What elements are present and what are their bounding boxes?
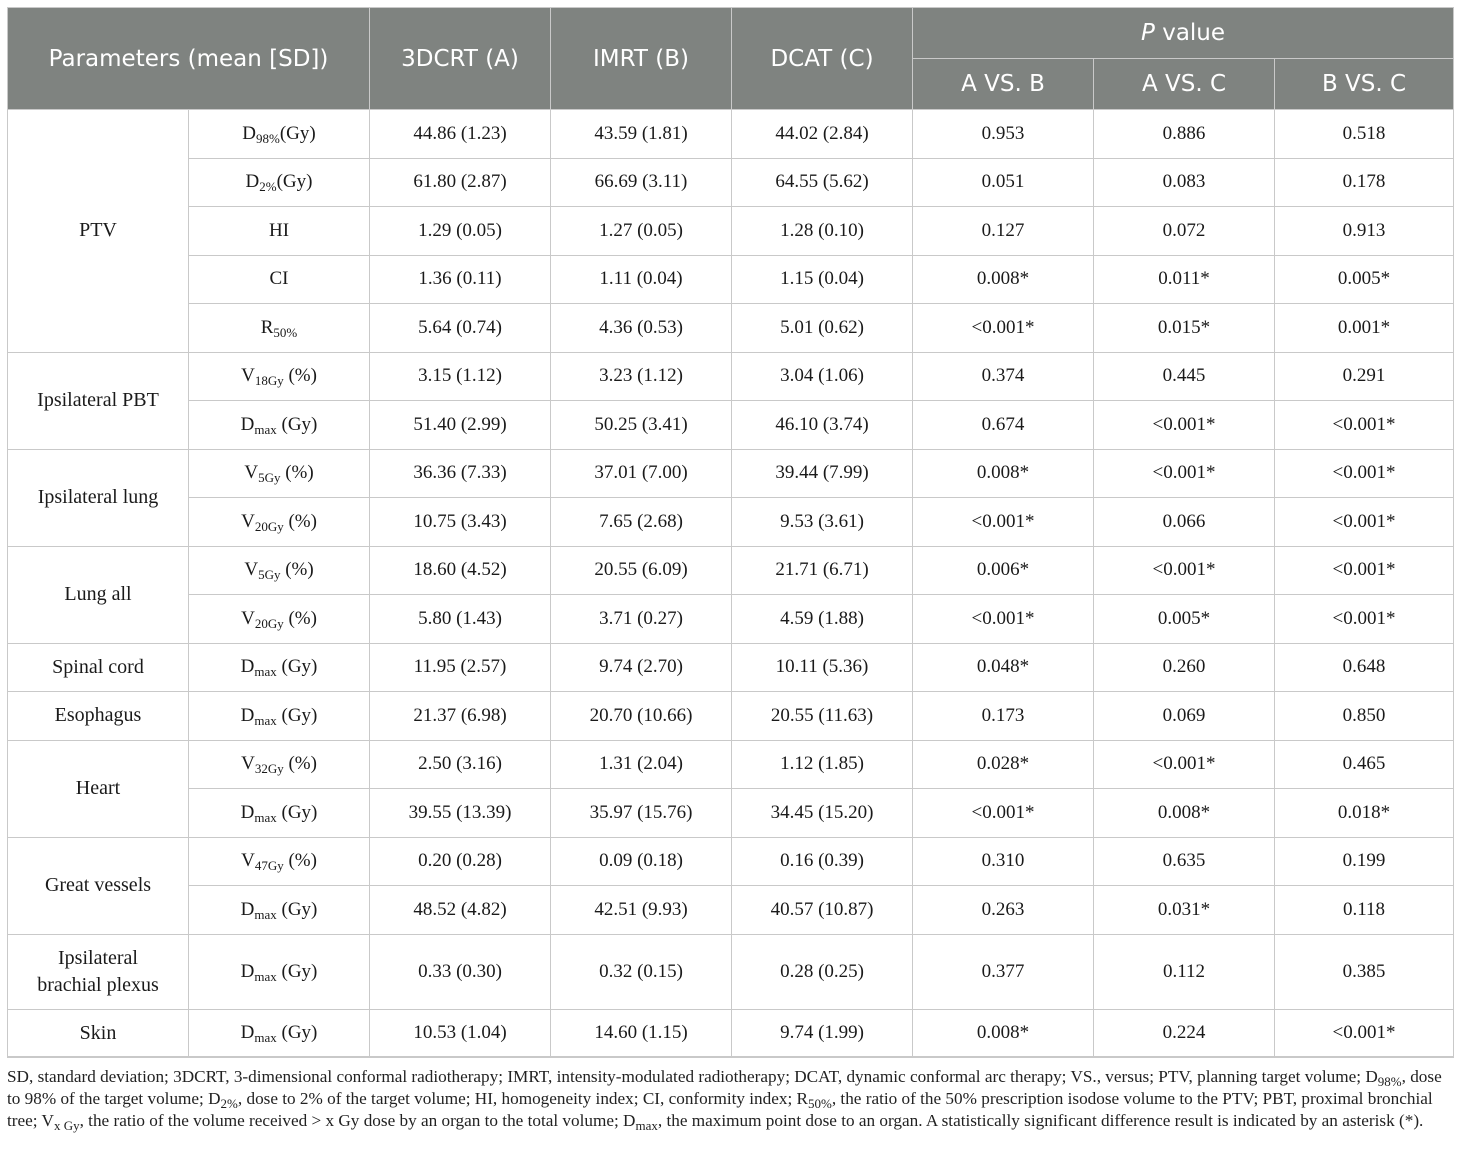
parameter-cell [189,934,370,1009]
organ-group-label: Ipsilateral lung [8,449,189,546]
parameter-unit: (Gy) [276,171,313,193]
p-a-vs-b: 0.173 [913,692,1094,741]
parameter-symbol: V [241,510,255,532]
header-p-italic: P [1141,20,1155,46]
table-body [8,110,1454,1058]
value-imrt: 20.70 (10.66) [551,692,732,741]
value-imrt: 50.25 (3.41) [551,401,732,450]
value-3dcrt: 0.33 (0.30) [370,934,551,1009]
p-a-vs-c: 0.066 [1094,498,1275,547]
value-dcat: 9.74 (1.99) [732,1009,913,1058]
parameter-symbol: D [240,704,255,726]
value-3dcrt: 18.60 (4.52) [370,546,551,595]
parameter-unit: (Gy) [276,413,318,435]
parameter-subscript: 5Gy [258,470,281,486]
value-3dcrt: 1.36 (0.11) [370,255,551,304]
p-a-vs-b: 0.377 [913,934,1094,1009]
value-imrt: 37.01 (7.00) [551,449,732,498]
value-3dcrt: 3.15 (1.12) [370,352,551,401]
parameter-subscript: max [254,809,277,825]
parameter-symbol: V [244,559,259,581]
parameter-unit: (%) [283,365,317,387]
p-a-vs-b: 0.051 [913,158,1094,207]
organ-group-label-line: brachial plexus [37,973,159,996]
organ-group-label: Spinal cord [8,643,189,692]
parameter-cell [189,304,370,353]
footnote-text: , dose to 2% of the target volume; HI, homogeneity index; CI, conformity index; R [237,1089,808,1109]
p-a-vs-c: 0.008* [1094,789,1275,838]
value-imrt: 9.74 (2.70) [551,643,732,692]
value-3dcrt: 51.40 (2.99) [370,401,551,450]
footnote-subscript: 2% [220,1096,238,1112]
p-b-vs-c: 0.913 [1275,207,1454,256]
value-dcat: 46.10 (3.74) [732,401,913,450]
p-a-vs-c: 0.015* [1094,304,1275,353]
p-a-vs-b: <0.001* [913,304,1094,353]
p-a-vs-b: 0.048* [913,643,1094,692]
footnote-subscript: max [635,1118,658,1134]
value-dcat: 34.45 (15.20) [732,789,913,838]
parameter-symbol: V [241,365,255,387]
parameter-subscript: 5Gy [258,567,281,583]
parameter-symbol: D [242,122,256,144]
value-imrt: 0.09 (0.18) [551,837,732,886]
parameter-symbol: HI [268,219,290,241]
p-a-vs-c: <0.001* [1094,740,1275,789]
parameter-cell [189,352,370,401]
table-row [8,255,1454,304]
p-b-vs-c: 0.018* [1275,789,1454,838]
value-3dcrt: 21.37 (6.98) [370,692,551,741]
p-a-vs-b: 0.008* [913,1009,1094,1058]
parameter-cell [189,886,370,935]
parameter-subscript: 98% [256,130,280,146]
organ-group-label: PTV [8,110,189,353]
table-row [8,304,1454,353]
parameter-unit: (Gy) [276,704,318,726]
parameter-symbol: V [241,753,255,775]
parameter-cell [189,595,370,644]
parameter-subscript: max [254,968,277,984]
parameter-unit: (Gy) [276,1022,318,1044]
parameter-subscript: 18Gy [254,373,284,389]
value-dcat: 5.01 (0.62) [732,304,913,353]
value-3dcrt: 48.52 (4.82) [370,886,551,935]
table-row [8,110,1454,159]
parameter-unit: (Gy) [276,801,318,823]
parameter-subscript: max [254,712,277,728]
value-dcat: 1.15 (0.04) [732,255,913,304]
p-b-vs-c: 0.385 [1275,934,1454,1009]
parameter-cell [189,789,370,838]
table-row [8,740,1454,789]
p-a-vs-c: 0.445 [1094,352,1275,401]
value-imrt: 3.71 (0.27) [551,595,732,644]
table-row [8,207,1454,256]
value-imrt: 0.32 (0.15) [551,934,732,1009]
header-imrt: IMRT (B) [551,8,732,110]
p-b-vs-c: <0.001* [1275,595,1454,644]
value-imrt: 1.31 (2.04) [551,740,732,789]
value-imrt: 42.51 (9.93) [551,886,732,935]
parameter-symbol: V [244,462,259,484]
p-a-vs-b: 0.953 [913,110,1094,159]
p-a-vs-c: 0.886 [1094,110,1275,159]
p-a-vs-c: 0.011* [1094,255,1275,304]
value-imrt: 35.97 (15.76) [551,789,732,838]
parameter-symbol: CI [269,268,289,290]
parameter-cell [189,401,370,450]
parameter-unit: (%) [283,753,317,775]
p-b-vs-c: 0.178 [1275,158,1454,207]
value-dcat: 64.55 (5.62) [732,158,913,207]
table-row [8,886,1454,935]
parameter-cell [189,498,370,547]
value-dcat: 1.12 (1.85) [732,740,913,789]
organ-group-label: Heart [8,740,189,837]
value-dcat: 20.55 (11.63) [732,692,913,741]
p-b-vs-c: <0.001* [1275,1009,1454,1058]
footnote-text: , the ratio of the volume received > x Gy dose by an organ to the total volume; D [79,1111,636,1131]
value-imrt: 14.60 (1.15) [551,1009,732,1058]
parameter-symbol: R [260,316,274,338]
footnote-text: , dose to 98% of the target volume; D [7,1067,1442,1109]
value-dcat: 1.28 (0.10) [732,207,913,256]
value-dcat: 9.53 (3.61) [732,498,913,547]
dosimetric-comparison-table [7,7,1454,1058]
value-dcat: 10.11 (5.36) [732,643,913,692]
table-row [8,692,1454,741]
value-imrt: 20.55 (6.09) [551,546,732,595]
header-dcat: DCAT (C) [732,8,913,110]
p-a-vs-b: <0.001* [913,498,1094,547]
p-a-vs-b: 0.674 [913,401,1094,450]
parameter-subscript: 47Gy [254,858,284,874]
value-imrt: 4.36 (0.53) [551,304,732,353]
parameter-symbol: D [240,801,255,823]
p-b-vs-c: 0.518 [1275,110,1454,159]
table-row [8,934,1454,1009]
parameter-unit: (%) [283,510,317,532]
p-a-vs-c: <0.001* [1094,401,1275,450]
parameter-unit: (Gy) [276,960,318,982]
parameter-unit: (Gy) [279,122,316,144]
table-row [8,546,1454,595]
value-dcat: 21.71 (6.71) [732,546,913,595]
table-row [8,449,1454,498]
p-a-vs-b: 0.006* [913,546,1094,595]
footnote-subscript: 50% [807,1096,832,1112]
p-b-vs-c: 0.005* [1275,255,1454,304]
parameter-cell [189,740,370,789]
p-a-vs-c: 0.260 [1094,643,1275,692]
parameter-cell [189,449,370,498]
parameter-cell [189,546,370,595]
footnote-text: SD, standard deviation; 3DCRT, 3-dimensional conformal radiotherapy; IMRT, intensity-modulated radiotherapy; DCAT, dynamic conformal arc therapy; VS., versus; PTV, planning target volume; D [7,1067,1378,1086]
p-a-vs-c: 0.083 [1094,158,1275,207]
table-row [8,158,1454,207]
parameter-symbol: V [241,607,255,629]
footnote-subscript: 98% [1377,1074,1402,1089]
value-3dcrt: 39.55 (13.39) [370,789,551,838]
parameter-cell [189,158,370,207]
p-a-vs-c: 0.635 [1094,837,1275,886]
value-imrt: 1.11 (0.04) [551,255,732,304]
parameter-cell [189,207,370,256]
p-b-vs-c: 0.118 [1275,886,1454,935]
p-a-vs-b: <0.001* [913,789,1094,838]
parameter-unit: (%) [280,559,314,581]
value-3dcrt: 5.80 (1.43) [370,595,551,644]
value-imrt: 3.23 (1.12) [551,352,732,401]
parameter-subscript: max [254,1030,277,1046]
p-a-vs-c: 0.112 [1094,934,1275,1009]
parameter-cell [189,692,370,741]
p-a-vs-b: <0.001* [913,595,1094,644]
parameter-cell [189,837,370,886]
parameter-cell [189,1009,370,1058]
p-a-vs-b: 0.310 [913,837,1094,886]
p-a-vs-c: <0.001* [1094,546,1275,595]
header-b-vs-c: B VS. C [1275,59,1454,110]
parameter-subscript: max [254,421,277,437]
parameter-subscript: 2% [259,179,277,195]
parameter-cell [189,110,370,159]
parameter-subscript: 20Gy [254,615,284,631]
parameter-symbol: V [241,850,255,872]
value-imrt: 1.27 (0.05) [551,207,732,256]
value-dcat: 39.44 (7.99) [732,449,913,498]
header-parameters: Parameters (mean [SD]) [8,8,370,110]
parameter-unit: (%) [283,850,317,872]
value-3dcrt: 0.20 (0.28) [370,837,551,886]
p-a-vs-b: 0.008* [913,449,1094,498]
value-dcat: 40.57 (10.87) [732,886,913,935]
value-dcat: 0.28 (0.25) [732,934,913,1009]
value-3dcrt: 44.86 (1.23) [370,110,551,159]
value-3dcrt: 61.80 (2.87) [370,158,551,207]
header-p-value [913,8,1454,59]
value-3dcrt: 1.29 (0.05) [370,207,551,256]
parameter-symbol: D [240,413,255,435]
parameter-subscript: max [254,664,277,680]
header-3dcrt: 3DCRT (A) [370,8,551,110]
footnote-subscript: x Gy [53,1118,80,1134]
p-b-vs-c: <0.001* [1275,546,1454,595]
results-table-container [7,7,1453,1058]
p-a-vs-b: 0.028* [913,740,1094,789]
parameter-subscript: 50% [273,324,298,340]
p-a-vs-b: 0.263 [913,886,1094,935]
p-b-vs-c: 0.850 [1275,692,1454,741]
table-row [8,498,1454,547]
header-a-vs-b: A VS. B [913,59,1094,110]
parameter-symbol: D [245,171,260,193]
parameter-unit: (%) [283,607,317,629]
value-3dcrt: 36.36 (7.33) [370,449,551,498]
p-a-vs-b: 0.127 [913,207,1094,256]
value-imrt: 43.59 (1.81) [551,110,732,159]
table-header [8,8,1454,110]
value-dcat: 44.02 (2.84) [732,110,913,159]
p-a-vs-c: 0.005* [1094,595,1275,644]
p-b-vs-c: 0.291 [1275,352,1454,401]
organ-group-label: Ipsilateral PBT [8,352,189,449]
parameter-symbol: D [240,1022,255,1044]
p-b-vs-c: <0.001* [1275,498,1454,547]
p-a-vs-c: <0.001* [1094,449,1275,498]
footnote-text: , the ratio of the 50% prescription isodose volume to the PTV; PBT, proximal bronchial tree; V [7,1089,1433,1131]
table-row [8,1009,1454,1058]
p-b-vs-c: 0.001* [1275,304,1454,353]
p-a-vs-b: 0.374 [913,352,1094,401]
p-a-vs-c: 0.031* [1094,886,1275,935]
table-bottom-rule [7,1056,1453,1057]
p-b-vs-c: 0.648 [1275,643,1454,692]
organ-group-label: Lung all [8,546,189,643]
table-row [8,352,1454,401]
parameter-symbol: D [240,898,255,920]
value-3dcrt: 2.50 (3.16) [370,740,551,789]
table-row [8,837,1454,886]
value-3dcrt: 10.53 (1.04) [370,1009,551,1058]
table-row [8,643,1454,692]
organ-group-label: Skin [8,1009,189,1058]
organ-group-label: Esophagus [8,692,189,741]
parameter-cell [189,643,370,692]
value-3dcrt: 10.75 (3.43) [370,498,551,547]
table-row [8,595,1454,644]
organ-group-label: Great vessels [8,837,189,934]
header-p-rest: value [1154,20,1226,46]
parameter-cell [189,255,370,304]
p-a-vs-c: 0.072 [1094,207,1275,256]
parameter-symbol: D [240,656,255,678]
value-dcat: 3.04 (1.06) [732,352,913,401]
p-b-vs-c: <0.001* [1275,449,1454,498]
parameter-unit: (%) [280,462,314,484]
p-b-vs-c: <0.001* [1275,401,1454,450]
parameter-unit: (Gy) [276,656,318,678]
p-a-vs-c: 0.224 [1094,1009,1275,1058]
parameter-subscript: 20Gy [254,518,284,534]
value-3dcrt: 11.95 (2.57) [370,643,551,692]
value-3dcrt: 5.64 (0.74) [370,304,551,353]
parameter-unit: (Gy) [276,898,318,920]
organ-group-label [8,934,189,1009]
table-row [8,401,1454,450]
value-dcat: 0.16 (0.39) [732,837,913,886]
value-imrt: 7.65 (2.68) [551,498,732,547]
value-imrt: 66.69 (3.11) [551,158,732,207]
parameter-symbol: D [240,960,255,982]
table-row [8,789,1454,838]
p-b-vs-c: 0.199 [1275,837,1454,886]
header-a-vs-c: A VS. C [1094,59,1275,110]
table-footnote [7,1066,1453,1133]
p-a-vs-c: 0.069 [1094,692,1275,741]
parameter-subscript: 32Gy [254,761,284,777]
footnote-text: , the maximum point dose to an organ. A statistically significant difference result is indicated by an asterisk (*). [657,1111,1424,1131]
p-b-vs-c: 0.465 [1275,740,1454,789]
p-a-vs-b: 0.008* [913,255,1094,304]
organ-group-label-line: Ipsilateral [58,946,138,969]
parameter-subscript: max [254,906,277,922]
value-dcat: 4.59 (1.88) [732,595,913,644]
